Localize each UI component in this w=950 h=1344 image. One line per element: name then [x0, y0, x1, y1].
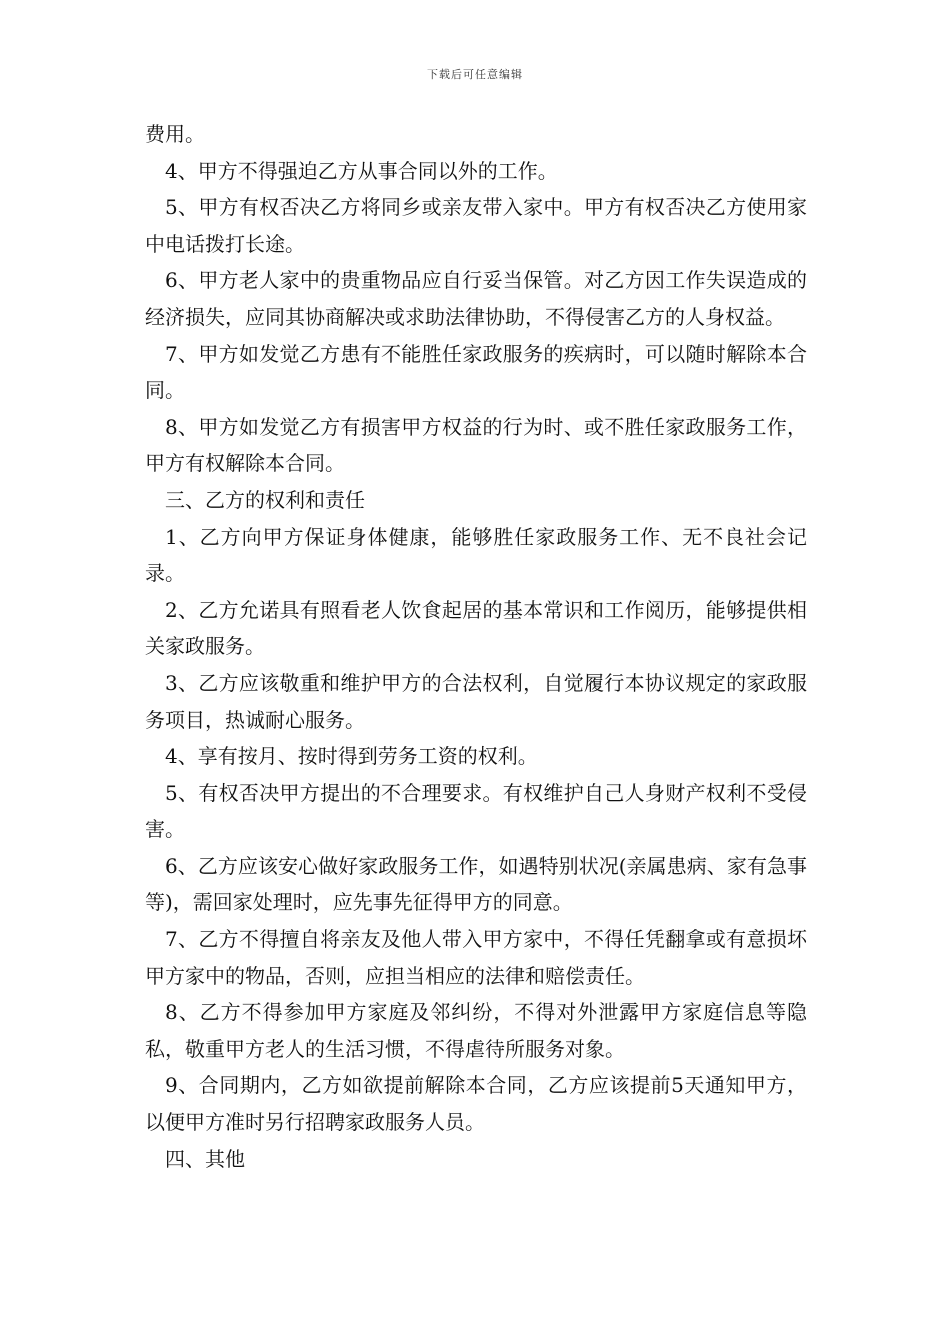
paragraph-party-b-8: 8、乙方不得参加甲方家庭及邻纠纷，不得对外泄露甲方家庭信息等隐私，敬重甲方老人的生活习惯，不得虐待所服务对象。: [145, 1000, 807, 1061]
paragraph-party-b-5: 5、有权否决甲方提出的不合理要求。有权维护自己人身财产权利不受侵害。: [145, 780, 807, 842]
paragraph-party-b-4: 4、享有按月、按时得到劳务工资的权利。: [165, 744, 538, 769]
paragraph-party-a-6: 6、甲方老人家中的贵重物品应自行妥当保管。对乙方因工作失误造成的经济损失，应同其协商解决或求助法律协助，不得侵害乙方的人身权益。: [145, 268, 807, 329]
paragraph-fee-continuation: 费用。: [145, 122, 205, 146]
page-header: 下载后可任意编辑: [427, 68, 523, 81]
paragraph-party-b-6: 6、乙方应该安心做好家政服务工作，如遇特别状况(亲属患病、家有急事等)，需回家处理时，应先事先征得甲方的同意。: [145, 853, 807, 915]
section-heading-other: 四、其他: [165, 1146, 245, 1171]
paragraph-party-b-7: 7、乙方不得擅自将亲友及他人带入甲方家中，不得任凭翻拿或有意损坏甲方家中的物品，否则，应担当相应的法律和赔偿责任。: [145, 927, 807, 988]
paragraph-party-a-5: 5、甲方有权否决乙方将同乡或亲友带入家中。甲方有权否决乙方使用家中电话拨打长途。: [145, 195, 807, 256]
document-body: [145, 116, 807, 1177]
paragraph-party-a-8: 8、甲方如发觉乙方有损害甲方权益的行为时、或不胜任家政服务工作，甲方有权解除本合同。: [145, 414, 807, 476]
paragraph-party-b-9: 9、合同期内，乙方如欲提前解除本合同，乙方应该提前5天通知甲方，以便甲方准时另行招聘家政服务人员。: [145, 1073, 807, 1135]
paragraph-party-b-2: 2、乙方允诺具有照看老人饮食起居的基本常识和工作阅历，能够提供相关家政服务。: [145, 597, 807, 659]
paragraph-party-b-3: 3、乙方应该敬重和维护甲方的合法权利，自觉履行本协议规定的家政服务项目，热诚耐心服务。: [145, 670, 807, 732]
paragraph-party-a-7: 7、甲方如发觉乙方患有不能胜任家政服务的疾病时，可以随时解除本合同。: [145, 341, 807, 403]
paragraph-party-a-4: 4、甲方不得强迫乙方从事合同以外的工作。: [165, 158, 558, 183]
paragraph-party-b-1: 1、乙方向甲方保证身体健康，能够胜任家政服务工作、无不良社会记录。: [145, 524, 807, 586]
section-heading-party-b: 三、乙方的权利和责任: [165, 487, 365, 512]
